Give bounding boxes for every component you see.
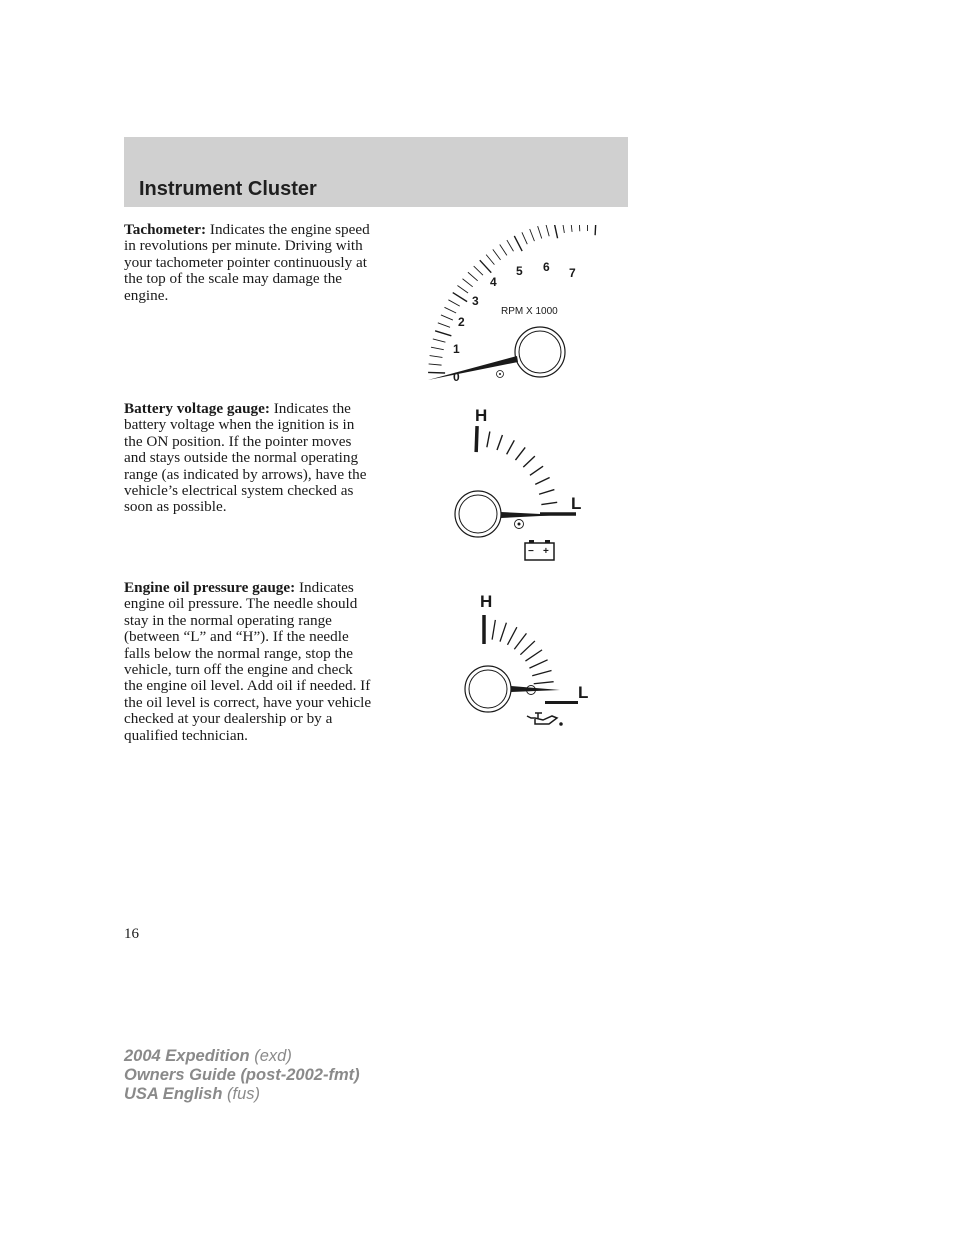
tach-label-7: 7 xyxy=(569,266,576,280)
oil-hub-inner xyxy=(469,670,507,708)
battery-voltage-gauge-illustration xyxy=(450,400,590,565)
oil-pressure-description xyxy=(124,580,374,744)
tach-tick xyxy=(514,236,522,251)
footer-line-1: 2004 Expedition (exd) xyxy=(124,1047,292,1065)
battery-minus: − xyxy=(528,546,534,557)
tachometer-body: Indicates the engine speed in revolutions per minute. Driving with your tachometer pointer continuously at the top of the scale may damage the engine. xyxy=(124,221,370,304)
tach-label-1: 1 xyxy=(453,342,460,356)
footer-line-2: Owners Guide (post-2002-fmt) xyxy=(124,1066,360,1084)
tach-label-4: 4 xyxy=(490,275,497,289)
tach-tick xyxy=(474,266,483,275)
oil-tick xyxy=(507,627,516,645)
oil-tick xyxy=(520,641,535,655)
tach-tick xyxy=(433,339,446,342)
volt-tick xyxy=(497,435,502,450)
oil-ticks xyxy=(484,615,554,684)
oil-can-icon xyxy=(527,713,562,725)
tach-tick xyxy=(429,364,442,365)
volt-tick xyxy=(541,502,557,504)
volt-tick xyxy=(530,466,543,475)
tachometer-description xyxy=(124,222,374,304)
oil-tick xyxy=(532,670,551,675)
tach-tick xyxy=(468,272,478,281)
oil-tick xyxy=(500,623,506,642)
oil-pressure-term: Engine oil pressure gauge: xyxy=(124,579,296,596)
volt-tick xyxy=(535,477,549,484)
tach-label-5: 5 xyxy=(516,264,523,278)
oil-tick xyxy=(534,682,554,684)
tach-tick xyxy=(571,225,572,232)
tach-hub xyxy=(515,327,565,377)
tach-label-0: 0 xyxy=(453,370,460,384)
page-number: 16 xyxy=(124,926,139,942)
battery-voltage-term: Battery voltage gauge: xyxy=(124,400,270,417)
volt-tick xyxy=(507,440,515,454)
tach-tick xyxy=(463,279,473,287)
tach-tick xyxy=(546,225,549,236)
tach-tick xyxy=(431,347,444,349)
tach-tick xyxy=(595,225,596,235)
tach-tick xyxy=(435,331,451,336)
oil-hub xyxy=(465,666,511,712)
oil-tick xyxy=(492,620,495,640)
oil-low-label: L xyxy=(578,683,589,702)
tachometer-gauge-illustration xyxy=(415,225,600,390)
document-footer xyxy=(124,1047,360,1104)
tach-needle xyxy=(428,356,518,380)
tach-tick xyxy=(493,249,501,259)
oil-pressure-body: Indicates engine oil pressure. The needle should stay in the normal operating range (between “L” and “H”). If the needle falls below the normal range, stop the vehicle, turn off the engine and check the engine oil level. Add oil if needed. If the oil level is correct, have your vehicle checked at your dealership or by a qualified technician. xyxy=(124,579,372,744)
oil-low-band xyxy=(545,701,578,704)
section-header xyxy=(124,137,628,207)
tach-tick xyxy=(441,315,453,320)
tach-tick xyxy=(457,286,468,294)
tach-tick xyxy=(522,232,527,244)
battery-voltage-description xyxy=(124,401,374,516)
tach-tick xyxy=(453,293,467,302)
volt-high-label: H xyxy=(475,406,488,425)
tach-label-3: 3 xyxy=(472,294,479,308)
volt-tick xyxy=(539,490,554,495)
section-title: Instrument Cluster xyxy=(139,178,317,200)
tach-tick xyxy=(486,255,494,265)
oil-high-label: H xyxy=(480,592,493,611)
tach-hub-inner xyxy=(519,331,561,373)
oil-tick xyxy=(514,633,526,649)
oil-pressure-gauge-illustration xyxy=(460,588,600,733)
tach-tick xyxy=(538,226,542,238)
battery-plus: + xyxy=(543,546,549,557)
tach-tick xyxy=(448,300,459,306)
battery-icon xyxy=(525,540,554,560)
tach-tick xyxy=(500,245,507,256)
volt-tick xyxy=(487,432,490,448)
volt-low-label: L xyxy=(571,494,582,513)
volt-tick xyxy=(515,447,525,460)
tach-tick xyxy=(438,323,450,327)
tach-tick xyxy=(444,307,456,313)
tach-tick xyxy=(579,225,580,231)
tach-tick xyxy=(554,225,558,238)
tach-tick xyxy=(507,240,514,251)
volt-tick xyxy=(476,426,477,452)
tach-tick xyxy=(480,260,492,273)
footer-line-3: USA English (fus) xyxy=(124,1085,260,1103)
battery-voltage-body: Indicates the battery voltage when the ignition is in the ON position. If the pointer moves and stays outside the normal operating range (as indicated by arrows), have the vehicle’s electrical system checked as soon as possible. xyxy=(124,400,367,516)
tach-tick xyxy=(428,372,445,373)
oil-tick xyxy=(525,650,542,661)
volt-hub-inner xyxy=(459,495,497,533)
tachometer-term: Tachometer: xyxy=(124,221,207,238)
volt-hub xyxy=(455,491,501,537)
tach-tick xyxy=(562,225,564,233)
tach-tick xyxy=(430,356,443,358)
oil-tick xyxy=(529,660,547,668)
tach-label-2: 2 xyxy=(458,315,465,329)
tach-tick xyxy=(530,229,535,241)
tach-unit-label: RPM X 1000 xyxy=(501,306,558,317)
volt-tick xyxy=(523,456,535,467)
tach-label-6: 6 xyxy=(543,260,550,274)
